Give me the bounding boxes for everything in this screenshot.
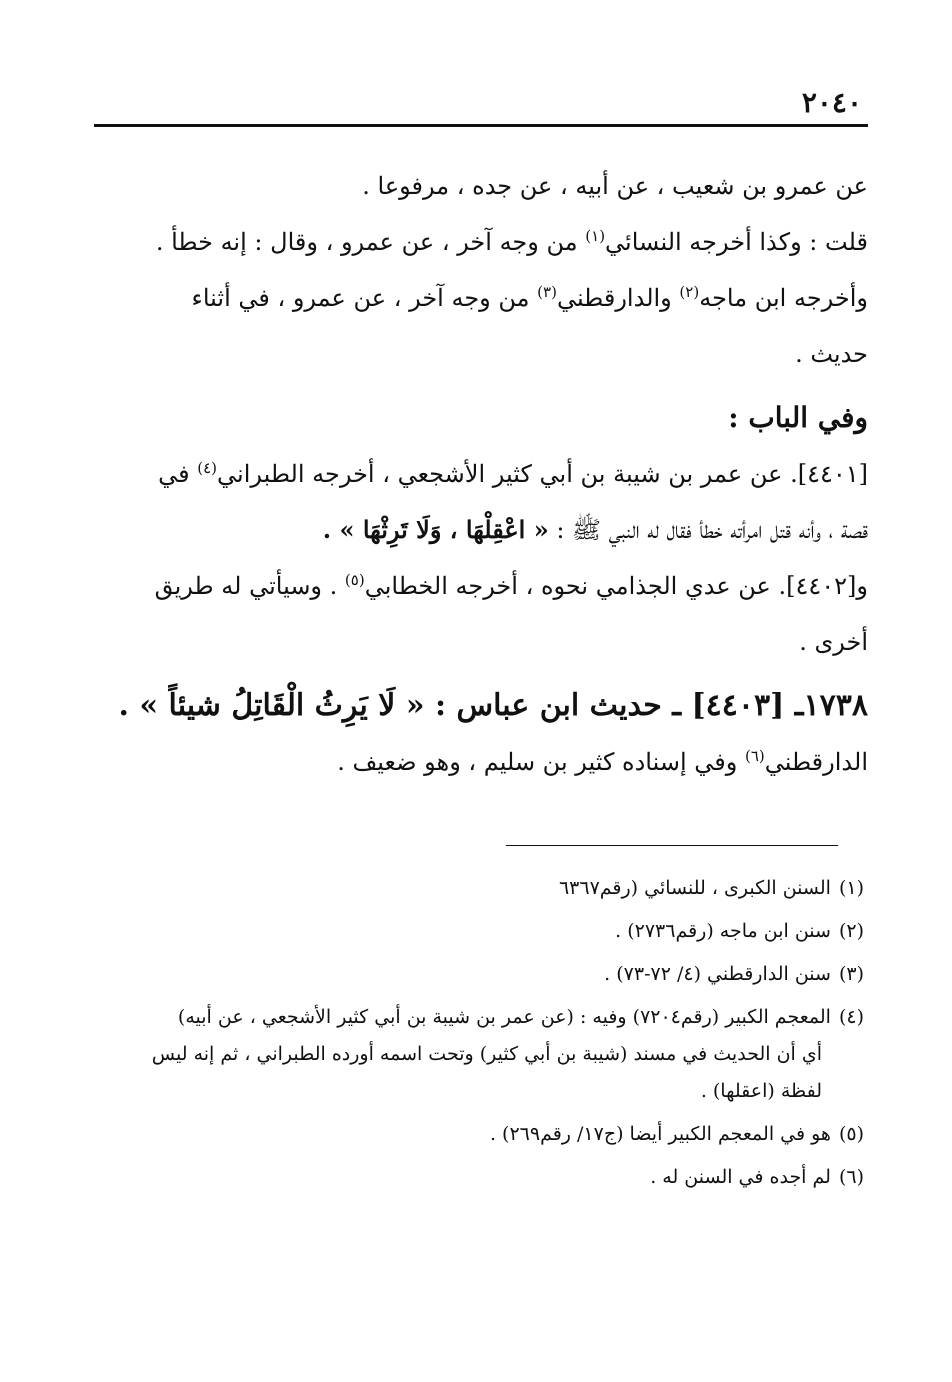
entry-4402: و[٤٤٠٢]. عن عدي الجذامي نحوه ، أخرجه الخطابي$^{(٥)}$ . وسيأتي له طريق — [154, 571, 868, 600]
footnote-ref-6[interactable]: (٦) — [744, 747, 765, 765]
main-text — [94, 158, 868, 790]
paragraph-3: وأخرجه ابن ماجه$^{(٢)}$ والدارقطني$^{(٣)}$ من وجه آخر ، عن عمرو ، في أثناء — [191, 283, 868, 312]
page-number: ٢٠٤٠ — [801, 86, 862, 119]
footnote-ref-5[interactable]: (٥) — [344, 571, 365, 589]
paragraph-1: عن عمرو بن شعيب ، عن أبيه ، عن جده ، مرفوعا . — [362, 172, 868, 200]
footnote-4-line-3: لفظة (اعقلها) . — [700, 1080, 822, 1102]
header-rule — [94, 124, 868, 127]
entry-4401: [٤٤٠١]. عن عمر بن شيبة بن أبي كثير الأشجعي ، أخرجه الطبراني$^{(٤)}$ في — [158, 459, 868, 488]
prophet-quote: « اعْقِلْهَا ، وَلَا تَرِثْهَا » . — [322, 515, 549, 544]
hadith-comment: الدارقطني$^{(٦)}$ وفي إسناده كثير بن سليم ، وهو ضعيف . — [337, 747, 868, 776]
footnote-ref-3[interactable]: (٣) — [537, 283, 557, 301]
footnote-ref-4[interactable]: (٤) — [197, 459, 218, 477]
entry-4401-cont: قصة ، وأنه قتل امرأته خطأ فقال له النبي ﷺ : « اعْقِلْهَا ، وَلَا تَرِثْهَا » . — [322, 515, 868, 544]
footnote-4: (٤)المعجم الكبير (رقم٧٢٠٤) وفيه : (عن عمر بن شيبة بن أبي كثير الأشجعي ، عن أبيه) أي أن الحديث في مسند (شيبة بن أبي كثير) وتحت اسمه أورده الطبراني ، ثم إنه ليس لفظة (اعقلها) . — [94, 999, 864, 1110]
paragraph-3-cont: حديث . — [795, 340, 868, 368]
hadith-quote: « لَا يَرِثُ الْقَاتِلُ شيئاً » . — [118, 688, 425, 723]
footnotes — [94, 870, 864, 1202]
footnote-4-line-2: أي أن الحديث في مسند (شيبة بن أبي كثير) وتحت اسمه أورده الطبراني ، ثم إنه ليس — [151, 1043, 822, 1065]
footnote-2: (٢)سنن ابن ماجه (رقم٢٧٣٦) . — [615, 920, 864, 942]
footnote-5: (٥)هو في المعجم الكبير أيضا (ج١٧/ رقم٢٦٩) . — [489, 1123, 864, 1145]
footnote-separator — [506, 845, 838, 846]
section-heading: وفي الباب : — [728, 401, 868, 434]
footnote-6: (٦)لم أجده في السنن له . — [650, 1166, 864, 1188]
footnote-ref-1[interactable]: (١) — [585, 227, 606, 245]
paragraph-2: قلت : وكذا أخرجه النسائي$^{(١)}$ من وجه آخر ، عن عمرو ، وقال : إنه خطأ . — [155, 227, 868, 256]
entry-4402-cont: أخرى . — [799, 628, 868, 656]
hadith-title: ١٧٣٨ـ [٤٤٠٣] ـ حديث ابن عباس : « لَا يَرِثُ الْقَاتِلُ شيئاً » . — [118, 688, 868, 723]
footnote-1: (١)السنن الكبرى ، للنسائي (رقم٦٣٦٧ — [558, 877, 864, 899]
footnote-ref-2[interactable]: (٢) — [679, 283, 700, 301]
footnote-3: (٣)سنن الدارقطني (٤/ ٧٢-٧٣) . — [604, 963, 864, 985]
